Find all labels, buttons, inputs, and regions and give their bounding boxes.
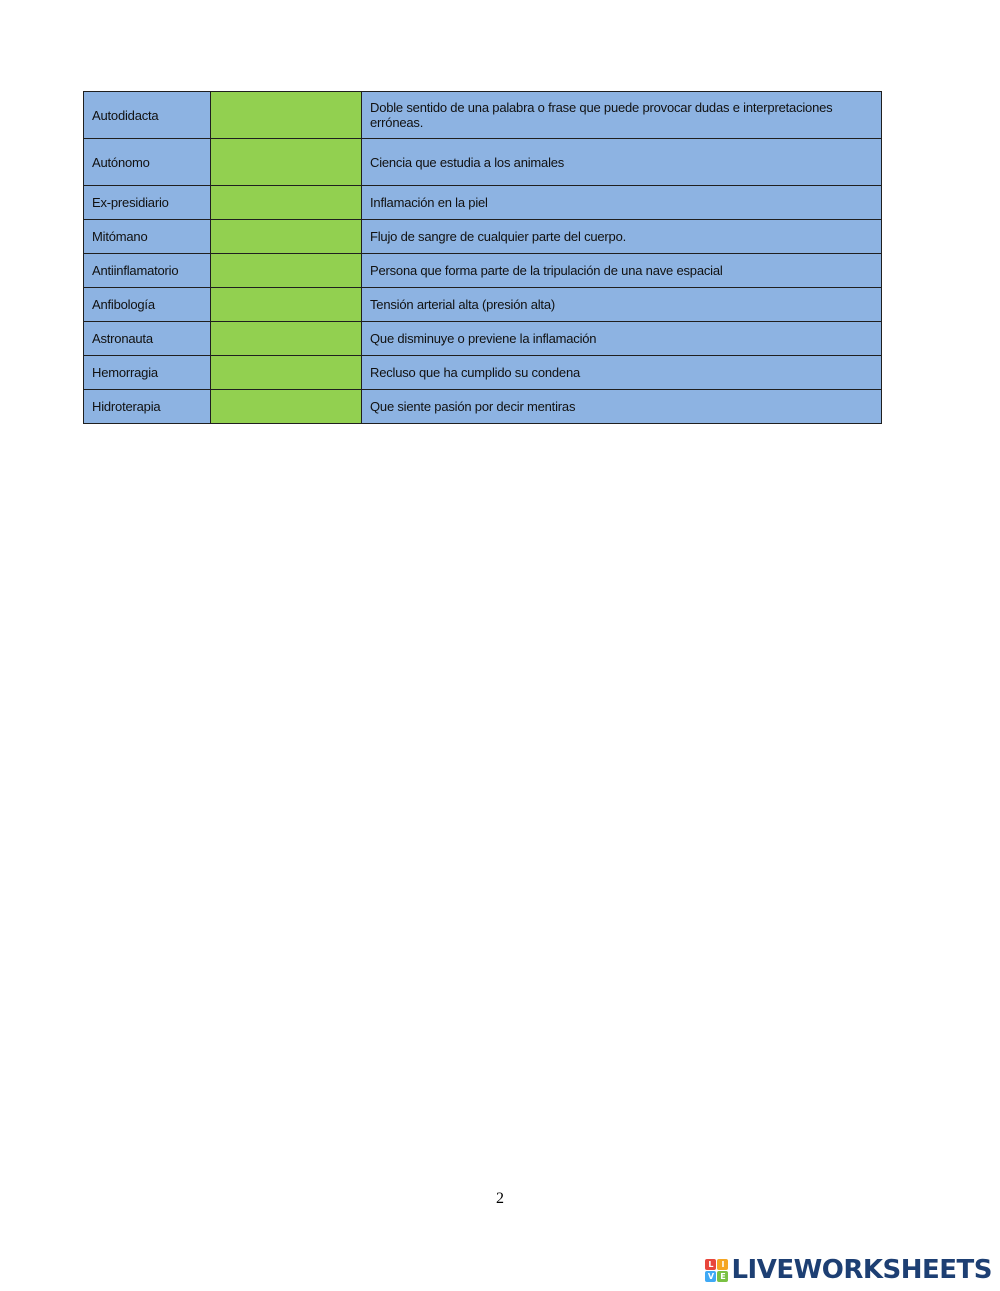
definition-cell: Que siente pasión por decir mentiras — [362, 390, 882, 424]
answer-input[interactable] — [219, 220, 353, 253]
definition-cell: Que disminuye o previene la inflamación — [362, 322, 882, 356]
live-blocks-icon — [705, 1259, 728, 1282]
table-row — [84, 186, 882, 220]
table-row — [84, 92, 882, 139]
answer-cell — [211, 254, 362, 288]
answer-input[interactable] — [219, 288, 353, 321]
answer-cell — [211, 288, 362, 322]
definition-cell: Doble sentido de una palabra o frase que puede provocar dudas e interpretaciones erróneas. — [362, 92, 882, 139]
answer-cell — [211, 356, 362, 390]
answer-input[interactable] — [219, 356, 353, 389]
word-cell: Astronauta — [84, 322, 211, 356]
definition-cell: Inflamación en la piel — [362, 186, 882, 220]
word-cell: Mitómano — [84, 220, 211, 254]
answer-cell — [211, 390, 362, 424]
table-row — [84, 220, 882, 254]
word-cell: Autodidacta — [84, 92, 211, 139]
page-number: 2 — [496, 1190, 504, 1207]
table-row — [84, 322, 882, 356]
table-row — [84, 254, 882, 288]
table-row — [84, 356, 882, 390]
answer-cell — [211, 322, 362, 356]
answer-input[interactable] — [219, 139, 353, 185]
brand-letter-e: E — [717, 1271, 728, 1282]
definition-cell: Persona que forma parte de la tripulación de una nave espacial — [362, 254, 882, 288]
word-cell: Hemorragia — [84, 356, 211, 390]
word-cell: Autónomo — [84, 139, 211, 186]
definition-cell: Recluso que ha cumplido su condena — [362, 356, 882, 390]
answer-cell — [211, 92, 362, 139]
word-cell: Hidroterapia — [84, 390, 211, 424]
answer-input[interactable] — [219, 322, 353, 355]
answer-cell — [211, 220, 362, 254]
word-cell: Ex-presidiario — [84, 186, 211, 220]
answer-input[interactable] — [219, 92, 353, 138]
table-row — [84, 139, 882, 186]
brand-letter-i: I — [717, 1259, 728, 1270]
table-row — [84, 390, 882, 424]
definition-cell: Ciencia que estudia a los animales — [362, 139, 882, 186]
brand-letter-l: L — [705, 1259, 716, 1270]
answer-cell — [211, 139, 362, 186]
answer-cell — [211, 186, 362, 220]
matching-table — [83, 91, 882, 424]
word-cell: Anfibología — [84, 288, 211, 322]
definition-cell: Flujo de sangre de cualquier parte del cuerpo. — [362, 220, 882, 254]
answer-input[interactable] — [219, 254, 353, 287]
liveworksheets-logo — [705, 1255, 992, 1285]
word-cell: Antiinflamatorio — [84, 254, 211, 288]
brand-name: LIVEWORKSHEETS — [731, 1255, 992, 1285]
answer-input[interactable] — [219, 390, 353, 423]
definition-cell: Tensión arterial alta (presión alta) — [362, 288, 882, 322]
answer-input[interactable] — [219, 186, 353, 219]
brand-letter-v: V — [705, 1271, 716, 1282]
table-row — [84, 288, 882, 322]
